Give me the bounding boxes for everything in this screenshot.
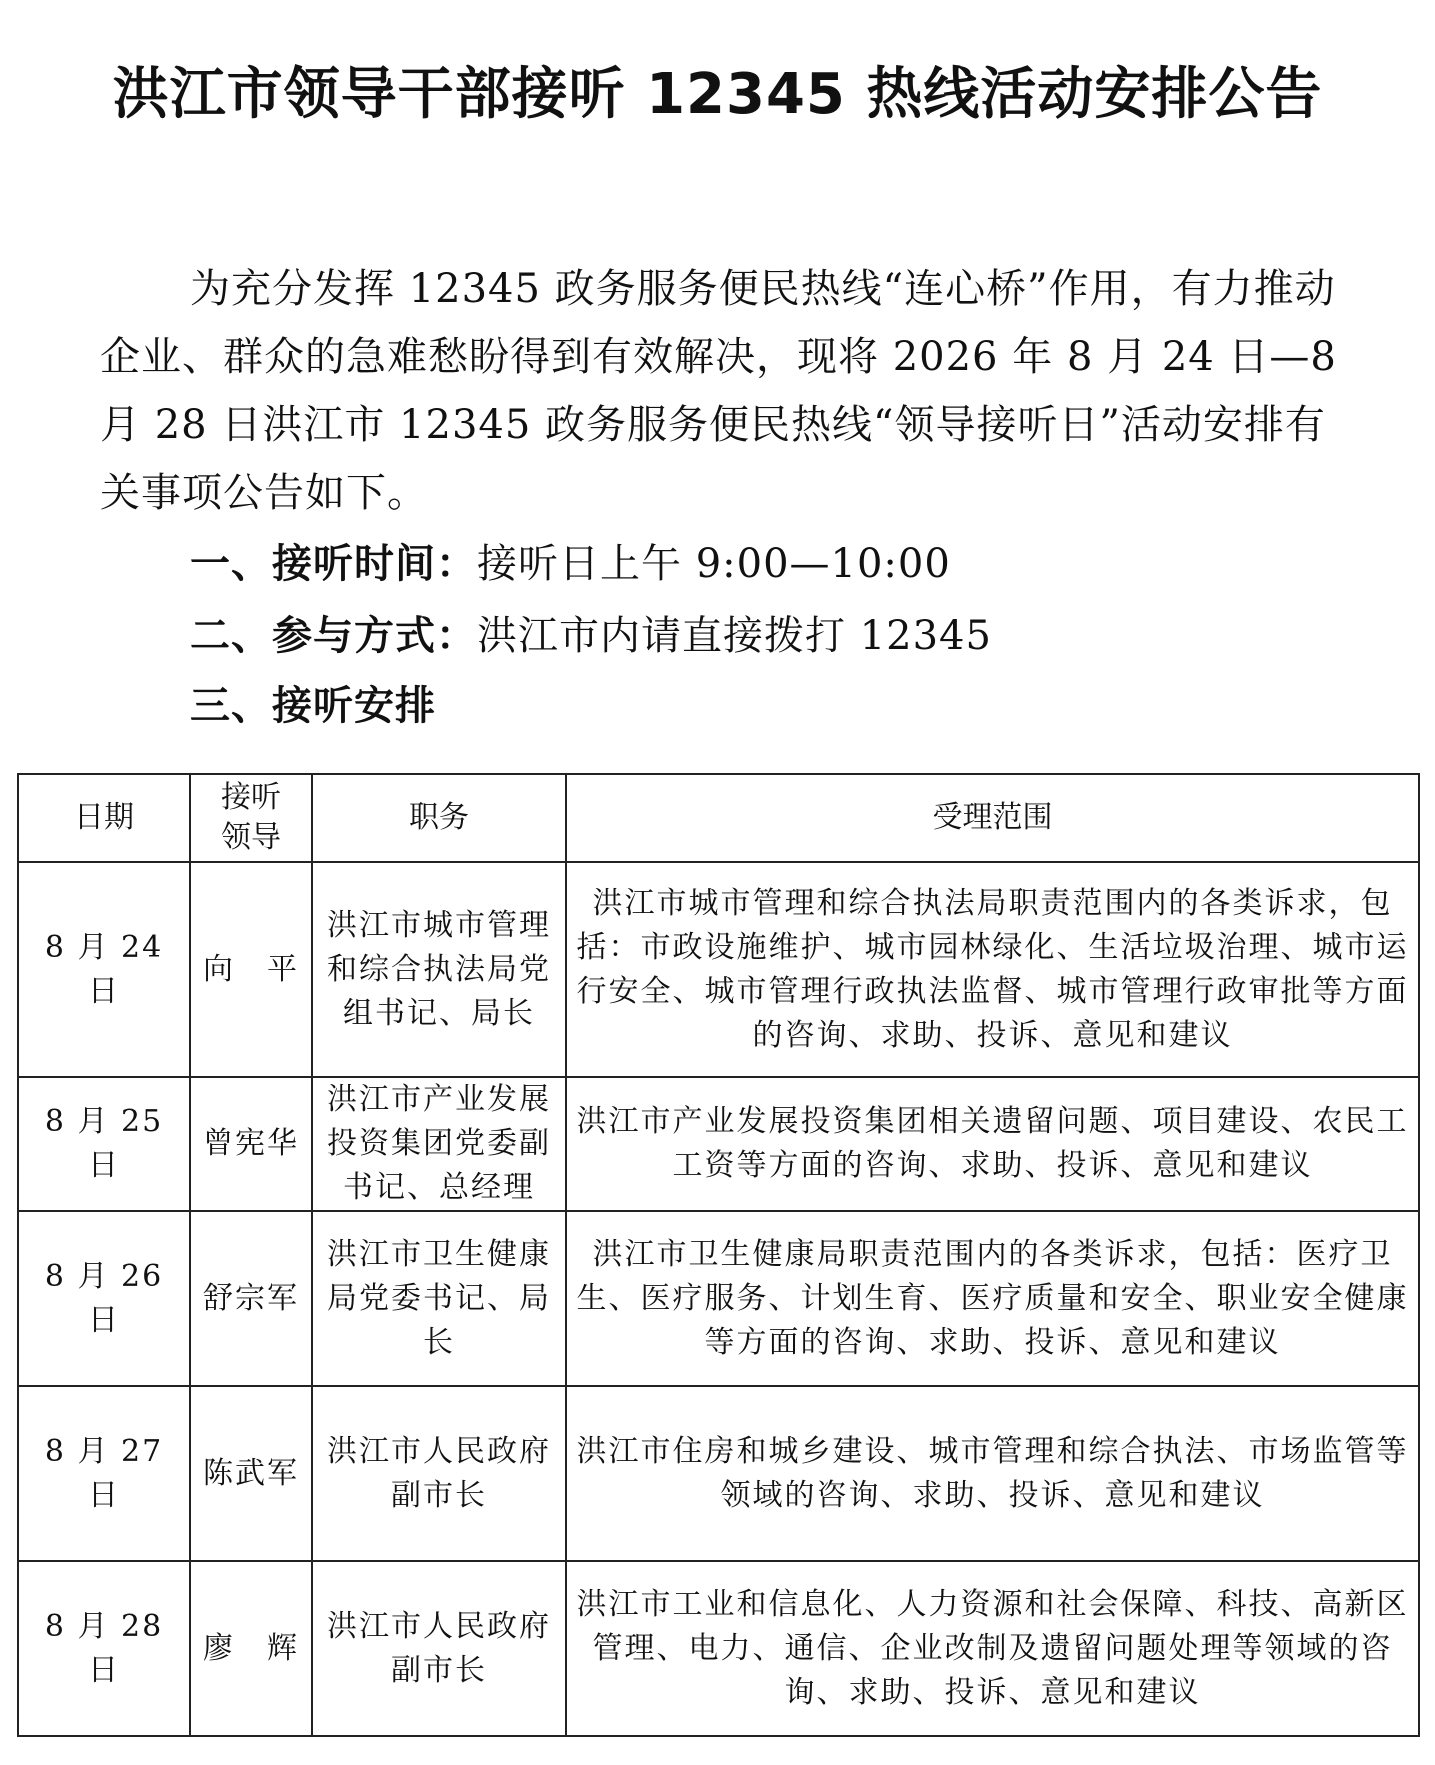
- cell-position: 洪江市城市管理和综合执法局党组书记、局长: [312, 862, 566, 1077]
- cell-position: 洪江市产业发展投资集团党委副书记、总经理: [312, 1077, 566, 1211]
- table-row: [18, 1077, 1419, 1211]
- cell-leader: 向 平: [190, 862, 312, 1077]
- schedule-table: [17, 773, 1420, 1737]
- section-heading: 二、参与方式：: [190, 613, 477, 659]
- table-row: [18, 1386, 1419, 1561]
- table-header-row: [18, 774, 1419, 862]
- cell-position: 洪江市人民政府副市长: [312, 1561, 566, 1736]
- cell-leader: 廖 辉: [190, 1561, 312, 1736]
- header-scope: 受理范围: [566, 774, 1419, 862]
- cell-date: 8 月 28 日: [18, 1561, 190, 1736]
- table-row: [18, 1211, 1419, 1386]
- section-heading: 三、接听安排: [190, 683, 436, 729]
- intro-paragraph: 为充分发挥 12345 政务服务便民热线“连心桥”作用，有力推动企业、群众的急难愁盼得到有效解决，现将 2026 年 8 月 24 日—8 月 28 日洪江市 12345 政务服务便民热线“领导接听日”活动安排有关事项公告如下。: [100, 266, 1337, 516]
- cell-date: 8 月 24 日: [18, 862, 190, 1077]
- section-participation: [190, 602, 992, 670]
- cell-leader: 陈武军: [190, 1386, 312, 1561]
- cell-scope: 洪江市工业和信息化、人力资源和社会保障、科技、高新区管理、电力、通信、企业改制及遗留问题处理等领域的咨询、求助、投诉、意见和建议: [566, 1561, 1419, 1736]
- header-position: 职务: [312, 774, 566, 862]
- cell-date: 8 月 26 日: [18, 1211, 190, 1386]
- cell-leader: 曾宪华: [190, 1077, 312, 1211]
- section-content: 接听日上午 9:00—10:00: [477, 541, 951, 587]
- section-answer-time: [190, 530, 951, 598]
- section-schedule: [190, 672, 436, 740]
- cell-scope: 洪江市产业发展投资集团相关遗留问题、项目建设、农民工工资等方面的咨询、求助、投诉、意见和建议: [566, 1077, 1419, 1211]
- page-title: 洪江市领导干部接听 12345 热线活动安排公告: [112, 62, 1323, 127]
- cell-position: 洪江市卫生健康局党委书记、局长: [312, 1211, 566, 1386]
- section-heading: 一、接听时间：: [190, 541, 477, 587]
- table-row: [18, 862, 1419, 1077]
- cell-scope: 洪江市卫生健康局职责范围内的各类诉求，包括：医疗卫生、医疗服务、计划生育、医疗质量和安全、职业安全健康等方面的咨询、求助、投诉、意见和建议: [566, 1211, 1419, 1386]
- section-content: 洪江市内请直接拨打 12345: [477, 613, 992, 659]
- table-row: [18, 1561, 1419, 1736]
- cell-date: 8 月 25 日: [18, 1077, 190, 1211]
- cell-position: 洪江市人民政府副市长: [312, 1386, 566, 1561]
- header-leader: 接听领导: [190, 774, 312, 862]
- cell-leader: 舒宗军: [190, 1211, 312, 1386]
- header-date: 日期: [18, 774, 190, 862]
- cell-scope: 洪江市城市管理和综合执法局职责范围内的各类诉求，包括：市政设施维护、城市园林绿化、生活垃圾治理、城市运行安全、城市管理行政执法监督、城市管理行政审批等方面的咨询、求助、投诉、意见和建议: [566, 862, 1419, 1077]
- cell-date: 8 月 27 日: [18, 1386, 190, 1561]
- cell-scope: 洪江市住房和城乡建设、城市管理和综合执法、市场监管等领域的咨询、求助、投诉、意见和建议: [566, 1386, 1419, 1561]
